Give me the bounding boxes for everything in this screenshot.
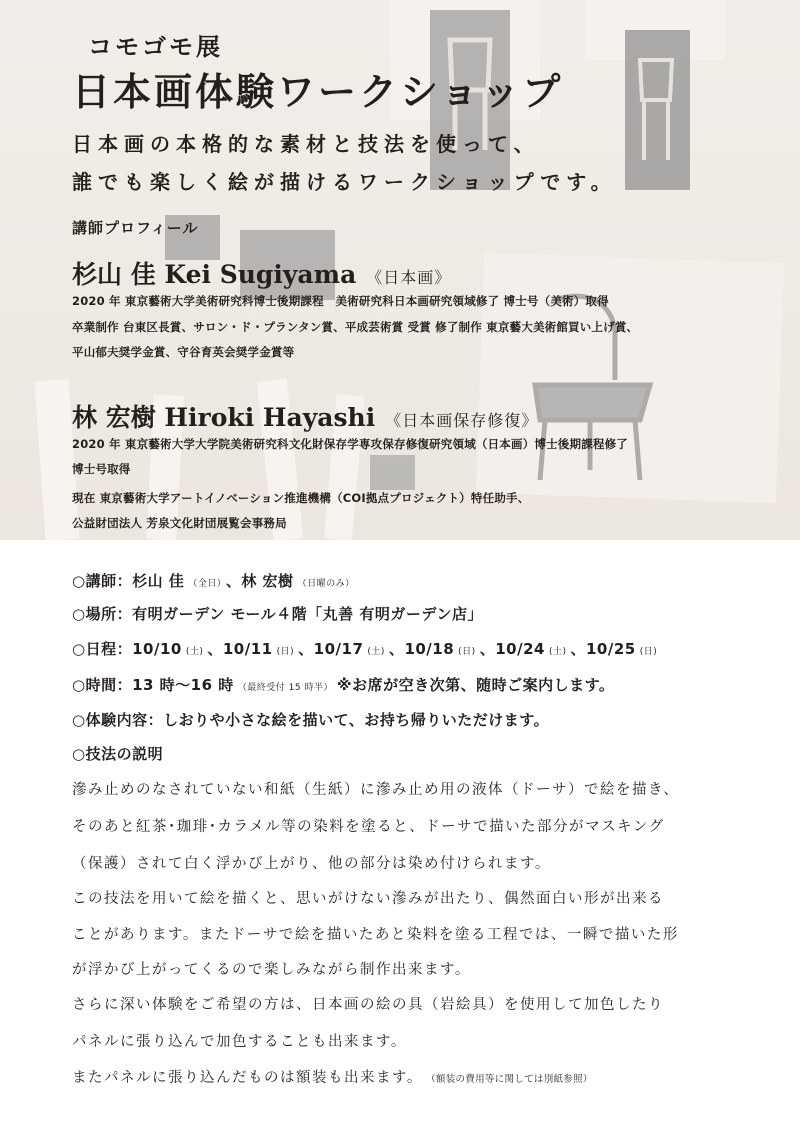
event-info-section (0, 540, 800, 1134)
place-row: ○場所：有明ガーデン モール４階「丸善 有明ガーデン店」 (72, 605, 484, 623)
technique-last-line (72, 1066, 593, 1087)
technique-line: 滲み止めのなされていない和紙（生紙）に滲み止め用の液体（ドーサ）で絵を描き、 (72, 782, 680, 798)
instructor-note: （日曜のみ） (297, 579, 355, 589)
instructor-specialty-tag: 《日本画》 (366, 268, 452, 287)
instructors-label: ○講師：杉山 佳 (72, 572, 185, 590)
schedule-day: (土) (548, 647, 567, 657)
instructor-note: （全日） (188, 579, 222, 589)
schedule-day: (日) (276, 647, 295, 657)
technique-line: ことがあります。またドーサで絵を描いたあと染料を塗る工程では、一瞬で描いた形 (72, 927, 679, 943)
technique-heading: ○技法の説明 (72, 745, 164, 763)
instructors-mid: 、林 宏樹 (225, 572, 294, 590)
instructor-name-sugiyama (72, 255, 451, 291)
hero-photo-area (0, 0, 800, 540)
technique-line: が浮かび上がってくるので楽しみながら制作出来ます。 (72, 962, 471, 978)
instructors-row (72, 570, 359, 591)
instructor-specialty-tag: 《日本画保存修復》 (385, 411, 539, 430)
time-extra: ※お席が空き次第、随時ご案内します。 (336, 676, 615, 694)
time-label: ○時間：13 時～16 時 (72, 676, 234, 694)
schedule-date: 10/25 (586, 640, 636, 658)
technique-line: （保護）されて白く浮かび上がり、他の部分は染め付けられます。 (72, 856, 551, 872)
instructor-bio-line: 平山郁夫奨学金賞、守谷育英会奨学金賞等 (72, 345, 295, 359)
instructor-bio-line: 2020 年 東京藝術大学美術研究科博士後期課程 美術研究科日本画研究領域修了 博士号（美術）取得 (72, 294, 609, 308)
instructor-bio-line: 卒業制作 台東区長賞、サロン・ド・プランタン賞、平成芸術賞 受賞 修了制作 東京藝大美術館買い上げ賞、 (72, 320, 639, 334)
instructor-name-hayashi (72, 398, 538, 434)
framing-note: （額装の費用等に関しては別紙参照） (430, 1074, 593, 1085)
instructor-bio-line: 博士号取得 (72, 462, 131, 476)
time-row (72, 674, 614, 695)
page-title: 日本画体験ワークショップ (72, 70, 564, 114)
technique-line: さらに深い体験をご希望の方は、日本画の絵の具（岩絵具）を使用して加色したり (72, 997, 664, 1013)
schedule-day: (日) (639, 647, 658, 657)
content-row: ○体験内容：しおりや小さな絵を描いて、お持ち帰りいただけます。 (72, 711, 550, 729)
schedule-date: 10/17 (313, 640, 364, 658)
schedule-date: 10/10 (132, 640, 182, 658)
instructor-name-text: 杉山 佳 Kei Sugiyama (72, 260, 357, 289)
schedule-date: 10/11 (222, 640, 273, 658)
lead-text-line-1: 日本画の本格的な素材と技法を使って、 (72, 132, 540, 156)
technique-line: そのあと紅茶･珈琲･カラメル等の染料を塗ると、ドーサで描いた部分がマスキング (72, 819, 665, 835)
instructor-bio-line: 2020 年 東京藝術大学大学院美術研究科文化財保存学専攻保存修復研究領域（日本画）博士後期課程修了 (72, 437, 629, 451)
technique-line: この技法を用いて絵を描くと、思いがけない滲みが出たり、偶然面白い形が出来る (72, 891, 664, 907)
schedule-date: 10/24 (495, 640, 545, 658)
schedule-day: (土) (367, 647, 385, 657)
instructor-bio-line: 現在 東京藝術大学アートイノベーション推進機構（COI拠点プロジェクト）特任助手、 (72, 491, 530, 505)
lead-text-line-2: 誰でも楽しく絵が描けるワークショップです。 (72, 170, 617, 194)
technique-line: パネルに張り込んで加色することも出来ます。 (72, 1034, 407, 1050)
time-note: （最終受付 15 時半） (237, 683, 333, 693)
technique-line: またパネルに張り込んだものは額装も出来ます。 (72, 1070, 423, 1086)
schedule-date: 10/18 (404, 640, 455, 658)
schedule-day: (土) (185, 647, 204, 657)
hero-text-layer (0, 0, 800, 540)
series-title: コモゴモ展 (88, 33, 223, 61)
schedule-row: ○日程：10/10 (土) 、10/11 (日) 、10/17 (土) 、10/18 (日) 、10/24 (土) 、10/25 (日) (72, 640, 658, 658)
schedule-label: ○日程： (72, 640, 133, 658)
instructor-bio-line: 公益財団法人 芳泉文化財団展覧会事務局 (72, 516, 287, 530)
schedule-day: (日) (458, 647, 476, 657)
instructor-name-text: 林 宏樹 Hiroki Hayashi (72, 403, 376, 432)
profile-heading: 講師プロフィール (72, 219, 199, 237)
